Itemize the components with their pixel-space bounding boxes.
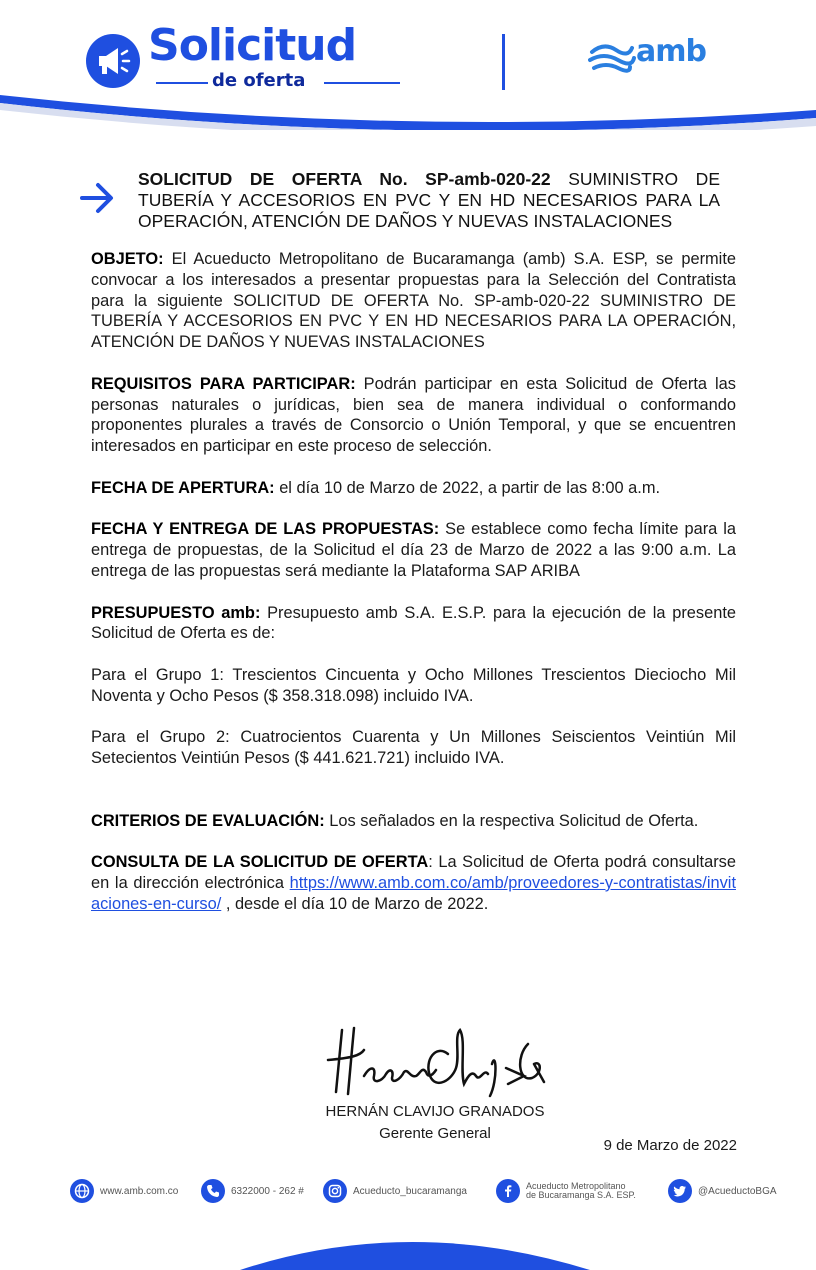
contact-footer <box>70 1178 790 1206</box>
globe-icon <box>70 1179 94 1203</box>
consulta-text: : La Solicitud de Oferta podrá consultarse en la dirección electrónica <box>91 853 736 892</box>
grupo1-paragraph: Para el Grupo 1: Trescientos Cincuenta y Ocho Millones Trescientos Dieciocho Mil Noventa y Ocho Pesos ($ 358.318.098) incluido IVA. <box>91 665 736 705</box>
footer-facebook[interactable] <box>496 1178 636 1204</box>
footer-instagram[interactable] <box>323 1178 467 1204</box>
logo-title: Solicitud <box>148 20 357 71</box>
signer-role: Gerente General <box>379 1125 491 1142</box>
footer-twitter[interactable] <box>668 1178 777 1204</box>
title-description: SUMINISTRO DE TUBERÍA Y ACCESORIOS EN PVC Y EN HD NECESARIOS PARA LA OPERACIÓN, ATENCIÓN DE DAÑOS Y NUEVAS INSTALACIONES <box>138 169 720 231</box>
entrega-label: FECHA Y ENTREGA DE LAS PROPUESTAS: <box>91 520 440 539</box>
amb-waves-icon <box>588 38 636 78</box>
entrega-paragraph <box>91 519 736 581</box>
megaphone-icon <box>86 34 140 88</box>
footer-facebook-line2: de Bucaramanga S.A. ESP. <box>526 1190 636 1200</box>
document-body <box>91 249 736 935</box>
entrega-text: Se establece como fecha límite para la entrega de propuestas, de la Solicitud el día 23 de Marzo de 2022 a las 9:00 a.m. La entrega de las propuestas será mediante la Plataforma SAP ARIBA <box>91 520 736 580</box>
presupuesto-text: Presupuesto amb S.A. E.S.P. para la ejecución de la presente Solicitud de Oferta es de: <box>91 603 736 643</box>
criterios-label: CRITERIOS DE EVALUACIÓN: <box>91 811 325 830</box>
logo-subtitle: de oferta <box>212 70 306 91</box>
arrow-right-icon <box>80 180 116 216</box>
handwritten-signature <box>320 1020 550 1100</box>
criterios-paragraph <box>91 811 736 832</box>
footer-facebook-line1: Acueducto Metropolitano <box>526 1181 626 1191</box>
requisitos-paragraph <box>91 374 736 457</box>
requisitos-text: Podrán participar en esta Solicitud de Oferta las personas naturales o jurídicas, bien sea de manera individual o conformando proponentes plurales a través de Consorcio o Unión Temporal, y que se encuentren interesados en participar en este proceso de selección. <box>91 374 736 456</box>
presupuesto-paragraph <box>91 603 736 645</box>
footer-phone[interactable] <box>201 1178 304 1204</box>
amb-logo-text: amb <box>636 34 706 69</box>
consulta-after: , desde el día 10 de Marzo de 2022. <box>221 894 489 913</box>
logo-rule-right <box>324 82 400 84</box>
requisitos-label: REQUISITOS PARA PARTICIPAR: <box>91 374 356 393</box>
header-divider <box>502 34 505 90</box>
consulta-label: CONSULTA DE LA SOLICITUD DE OFERTA <box>91 853 429 872</box>
footer-instagram-text: Acueducto_bucaramanga <box>353 1185 467 1197</box>
consulta-paragraph <box>91 852 736 914</box>
signer-name: HERNÁN CLAVIJO GRANADOS <box>325 1103 545 1120</box>
facebook-icon <box>496 1179 520 1203</box>
consulta-link[interactable]: https://www.amb.com.co/amb/proveedores-y-contratistas/invitaciones-en-curso/ <box>91 873 736 913</box>
criterios-text: Los señalados en la respectiva Solicitud de Oferta. <box>324 811 699 830</box>
apertura-paragraph <box>91 478 736 499</box>
objeto-text: El Acueducto Metropolitano de Bucaramanga (amb) S.A. ESP, se permite convocar a los interesados a presentar propuestas para la Selección del Contratista para la siguiente SOLICITUD DE OFERTA No. SP-amb-020-22 SUMINISTRO DE TUBERÍA Y ACCESORIOS EN PVC Y EN HD NECESARIOS PARA LA OPERACIÓN, ATENCIÓN DE DAÑOS Y NUEVAS INSTALACIONES <box>91 250 736 352</box>
instagram-icon <box>323 1179 347 1203</box>
document-date: 9 de Marzo de 2022 <box>603 1137 737 1154</box>
footer-twitter-text: @AcueductoBGA <box>698 1185 777 1197</box>
phone-icon <box>201 1179 225 1203</box>
apertura-text: el día 10 de Marzo de 2022, a partir de las 8:00 a.m. <box>274 478 661 497</box>
presupuesto-label: PRESUPUESTO amb: <box>91 603 261 622</box>
apertura-label: FECHA DE APERTURA: <box>91 478 275 497</box>
title-code: SOLICITUD DE OFERTA No. SP-amb-020-22 <box>138 169 551 189</box>
amb-logo <box>588 36 728 80</box>
objeto-paragraph <box>91 249 736 353</box>
objeto-label: OBJETO: <box>91 250 164 268</box>
logo-rule-left <box>156 82 208 84</box>
grupo2-paragraph: Para el Grupo 2: Cuatrocientos Cuarenta y Un Millones Seiscientos Veintiún Mil Setecientos Veintiún Pesos ($ 441.621.721) incluido IVA. <box>91 728 736 768</box>
footer-phone-text: 6322000 - 262 # <box>231 1185 304 1197</box>
spacer <box>91 790 736 811</box>
page-header <box>0 0 816 130</box>
footer-web[interactable] <box>70 1178 178 1204</box>
solicitud-logo <box>84 20 404 94</box>
twitter-icon <box>668 1179 692 1203</box>
footer-facebook-text <box>526 1182 636 1200</box>
document-title <box>138 169 720 232</box>
footer-curve-decoration <box>0 1222 816 1270</box>
footer-web-text: www.amb.com.co <box>100 1185 179 1197</box>
